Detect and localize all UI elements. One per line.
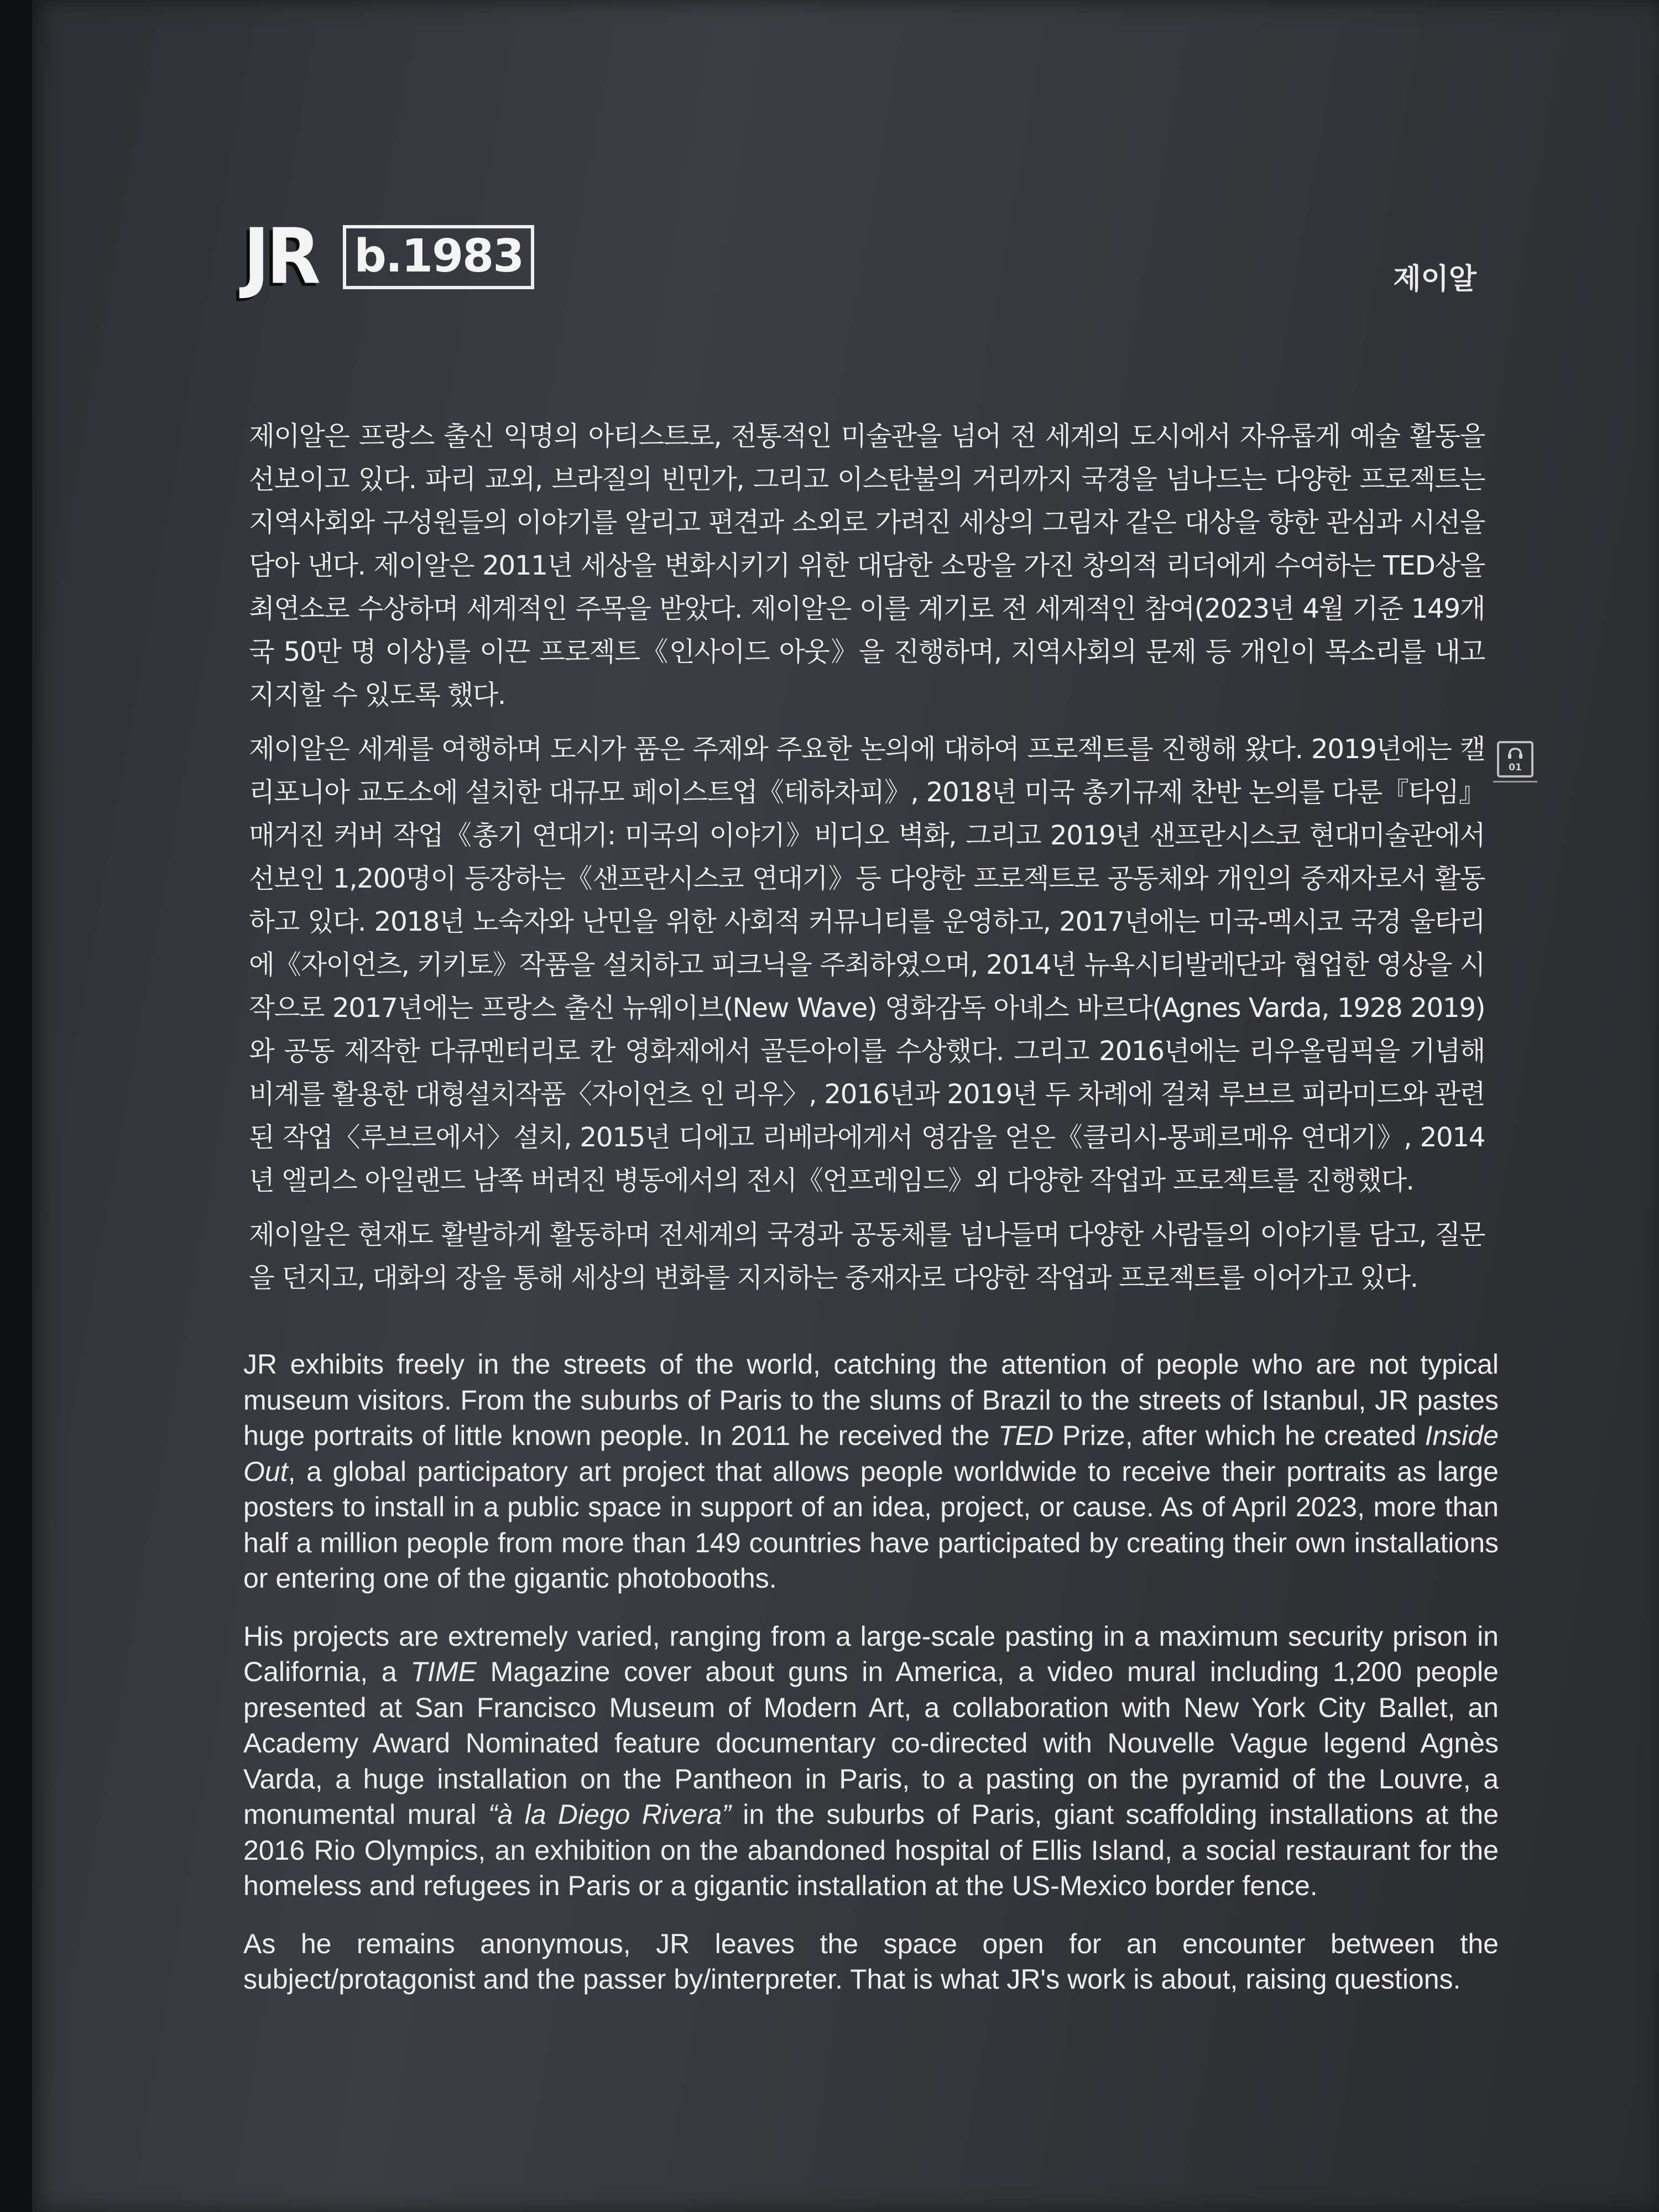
badge-number: 01: [1509, 762, 1522, 772]
korean-paragraph-2: 제이알은 세계를 여행하며 도시가 품은 주제와 주요한 논의에 대하여 프로젝트를 진행해 왔다. 2019년에는 캘리포니아 교도소에 설치한 대규모 페이스트업《테하차피》, 2018년 미국 총기규제 찬반 논의를 다룬『타임』 매거진 커버 작업《총기 연대기: 미국의 이야기》비디오 벽화, 그리고 2019년 샌프란시스코 현대미술관에서 선보인 1,200명이 등장하는《샌프란시스코 연대기》등 다양한 프로젝트로 공동체와 개인의 중재자로서 활동하고 있다. 2018년 노숙자와 난민을 위한 사회적 커뮤니티를 운영하고, 2017년에는 미국-멕시코 국경 울타리에《자이언츠, 키키토》작품을 설치하고 피크닉을 주최하였으며, 2014년 뉴욕시티발레단과 협업한 영상을 시작으로 2017년에는 프랑스 출신 뉴웨이브(New Wave) 영화감독 아녜스 바르다(Agnes Varda, 1928 2019)와 공동 제작한 다큐멘터리로 칸 영화제에서 골든아이를 수상했다. 그리고 2016년에는 리우올림픽을 기념해 비계를 활용한 대형설치작품〈자이언츠 인 리우〉, 2016년과 2019년 두 차례에 걸쳐 루브르 피라미드와 관련된 작업〈루브르에서〉설치, 2015년 디에고 리베라에게서 영감을 얻은《클리시-몽페르메유 연대기》, 2014년 엘리스 아일랜드 남쪽 버려진 병동에서의 전시《언프레임드》외 다양한 작업과 프로젝트를 진행했다.: [249, 734, 1485, 1196]
wall-edge-shadow: [0, 0, 32, 2212]
korean-paragraph-1: 제이알은 프랑스 출신 익명의 아티스트로, 전통적인 미술관을 넘어 전 세계의 도시에서 자유롭게 예술 활동을 선보이고 있다. 파리 교외, 브라질의 빈민가, 그리고 이스탄불의 거리까지 국경을 넘나드는 다양한 프로젝트는 지역사회와 구성원들의 이야기를 알리고 편견과 소외로 가려진 세상의 그림자 같은 대상을 향한 관심과 시선을 담아 낸다. 제이알은 2011년 세상을 변화시키기 위한 대담한 소망을 가진 창의적 리더에게 수여하는 TED상을 최연소로 수상하며 세계적인 주목을 받았다. 제이알은 이를 계기로 전 세계적인 참여(2023년 4월 기준 149개국 50만 명 이상)를 이끈 프로젝트《인사이드 아웃》을 진행하며, 지역사회의 문제 등 개인이 목소리를 내고 지지할 수 있도록 했다.: [249, 421, 1485, 711]
english-paragraph-2: His projects are extremely varied, ranging from a large-scale pasting in a maximum security prison in California, a TIME Magazine cover about guns in America, a video mural including 1,200 people presented at San Francisco Museum of Modern Art, a collaboration with New York City Ballet, an Academy Award Nominated feature documentary co-directed with Nouvelle Vague legend Agnès Varda, a huge installation on the Pantheon in Paris, to a pasting on the pyramid of the Louvre, a monumental mural “à la Diego Rivera” in the suburbs of Paris, giant scaffolding installations at the 2016 Rio Olympics, an exhibition on the abandoned hospital of Ellis Island, a social restaurant for the homeless and refugees in Paris or a gigantic installation at the US-Mexico border fence.: [243, 1620, 1499, 1901]
korean-description: [249, 415, 1485, 1311]
artist-name-korean: 제이알: [1393, 263, 1477, 296]
artist-name: JR: [243, 212, 318, 301]
korean-paragraph-3: 제이알은 현재도 활발하게 활동하며 전세계의 국경과 공동체를 넘나들며 다양한 사람들의 이야기를 담고, 질문을 던지고, 대화의 장을 통해 세상의 변화를 지지하는 중재자로 다양한 작업과 프로젝트를 이어가고 있다.: [249, 1219, 1485, 1293]
english-paragraph-1: JR exhibits freely in the streets of the world, catching the attention of people who are not typical museum visitors. From the suburbs of Paris to the slums of Brazil to the streets of Istanbul, JR pastes huge portraits of little known people. In 2011 he received the TED Prize, after which he created Inside Out, a global participatory art project that allows people worldwide to receive their portraits as large posters to install in a public space in support of an idea, project, or cause. As of April 2023, more than half a million people from more than 149 countries have participated by creating their own installations or entering one of the gigantic photobooths.: [243, 1349, 1499, 1594]
english-description: [243, 1347, 1499, 1997]
badge-underline: [1493, 781, 1537, 782]
birth-year-box: b.1983: [343, 225, 534, 289]
audio-guide-glyph: [1504, 747, 1526, 772]
english-paragraph-3: As he remains anonymous, JR leaves the space open for an encounter between the subject/protagonist and the passer by/interpreter. That is what JR's work is about, raising questions.: [243, 1928, 1499, 1995]
audio-guide-icon: [1497, 741, 1533, 778]
artist-header: [243, 212, 534, 301]
